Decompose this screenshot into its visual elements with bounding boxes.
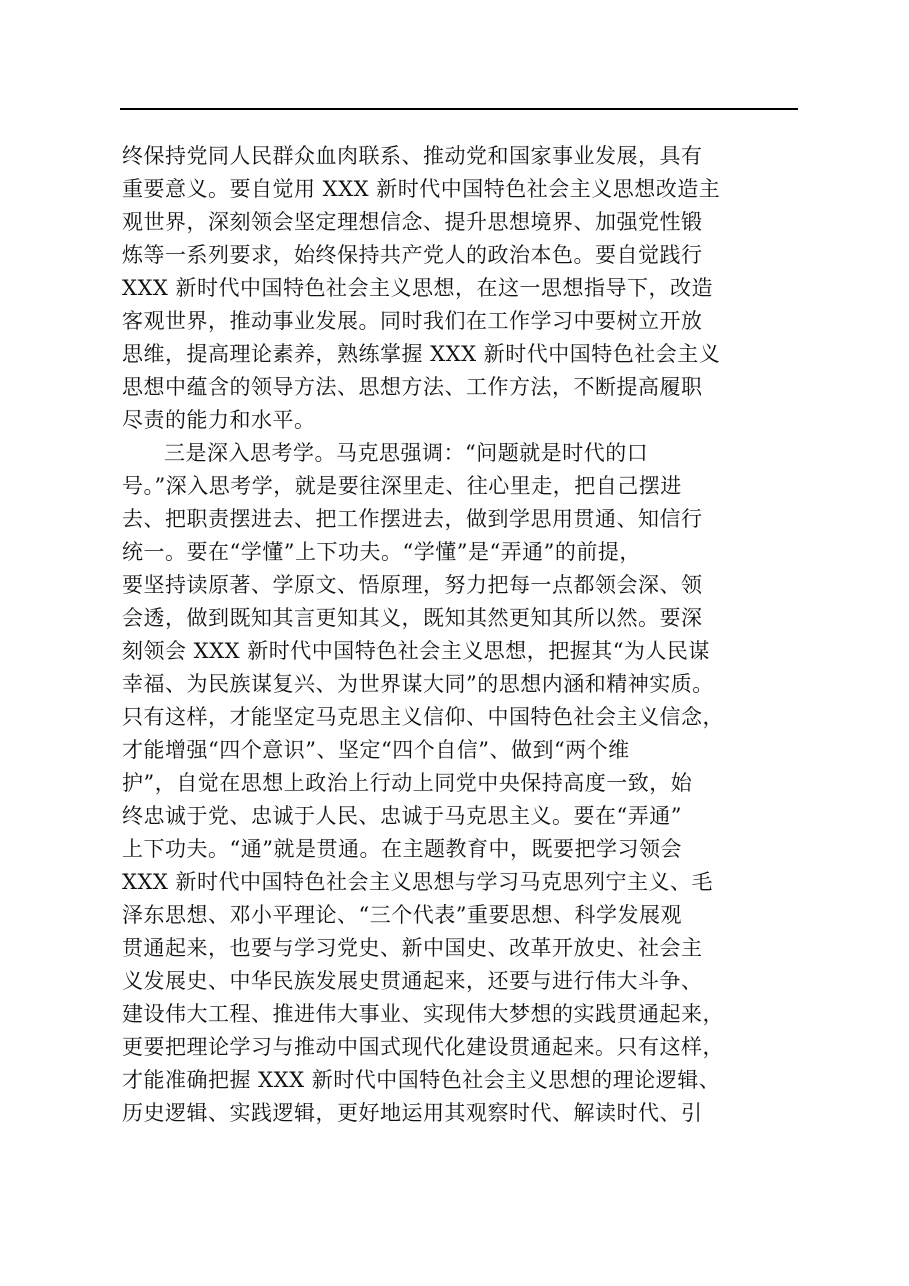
text-line: 终保持党同人民群众血肉联系、推动党和国家事业发展，具有 (122, 144, 703, 168)
text-line: 客观世界，推动事业发展。同时我们在工作学习中要树立开放 (122, 309, 703, 333)
text-line: 炼等一系列要求，始终保持共产党人的政治本色。要自觉践行 (122, 243, 703, 267)
text-line: 思想中蕴含的领导方法、思想方法、工作方法，不断提高履职 (122, 375, 703, 399)
document-body (122, 140, 800, 1130)
text-line: 尽责的能力和水平。 (122, 408, 316, 432)
text-line: 思维，提高理论素养，熟练掌握 XXX 新时代中国特色社会主义 (122, 342, 721, 366)
text-line: 终忠诚于党、忠诚于人民、忠诚于马克思主义。要在“弄通” (122, 804, 682, 828)
text-line: 上下功夫。“通”就是贯通。在主题教育中，既要把学习领会 (122, 837, 682, 861)
text-line: 泽东思想、邓小平理论、“三个代表”重要思想、科学发展观 (122, 903, 682, 927)
text-line: 才能增强“四个意识”、坚定“四个自信”、做到“两个维 (122, 738, 630, 762)
text-line: 统一。要在“学懂”上下功夫。“学懂”是“弄通”的前提， (122, 540, 641, 564)
text-line: 刻领会 XXX 新时代中国特色社会主义思想，把握其“为人民谋 (122, 639, 710, 663)
text-line: 会透，做到既知其言更知其义，既知其然更知其所以然。要深 (122, 606, 703, 630)
text-line: XXX 新时代中国特色社会主义思想，在这一思想指导下，改造 (122, 276, 714, 300)
text-line: 观世界，深刻领会坚定理想信念、提升思想境界、加强党性锻 (122, 210, 703, 234)
text-line-indented: 三是深入思考学。马克思强调：“问题就是时代的口 (164, 441, 649, 465)
text-line: 历史逻辑、实践逻辑，更好地运用其观察时代、解读时代、引 (122, 1101, 703, 1125)
text-line: 幸福、为民族谋复兴、为世界谋大同”的思想内涵和精神实质。 (122, 672, 714, 696)
text-line: 建设伟大工程、推进伟大事业、实现伟大梦想的实践贯通起来， (122, 1002, 724, 1026)
text-line: 更要把理论学习与推动中国式现代化建设贯通起来。只有这样， (122, 1035, 724, 1059)
text-line: 只有这样，才能坚定马克思主义信仰、中国特色社会主义信念， (122, 705, 724, 729)
text-line: 要坚持读原著、学原文、悟原理，努力把每一点都领会深、领 (122, 573, 703, 597)
text-line: 义发展史、中华民族发展史贯通起来，还要与进行伟大斗争、 (122, 969, 703, 993)
paragraph-1 (122, 140, 800, 437)
text-line: XXX 新时代中国特色社会主义思想与学习马克思列宁主义、毛 (122, 870, 714, 894)
text-line: 护”，自觉在思想上政治上行动上同党中央保持高度一致，始 (122, 771, 693, 795)
text-line: 才能准确把握 XXX 新时代中国特色社会主义思想的理论逻辑、 (122, 1068, 721, 1092)
paragraph-2 (122, 437, 800, 1130)
text-line: 号。”深入思考学，就是要往深里走、往心里走，把自己摆进 (122, 474, 682, 498)
text-line: 贯通起来，也要与学习党史、新中国史、改革开放史、社会主 (122, 936, 703, 960)
text-line: 重要意义。要自觉用 XXX 新时代中国特色社会主义思想改造主 (122, 177, 721, 201)
text-line: 去、把职责摆进去、把工作摆进去，做到学思用贯通、知信行 (122, 507, 703, 531)
header-rule (120, 108, 798, 110)
